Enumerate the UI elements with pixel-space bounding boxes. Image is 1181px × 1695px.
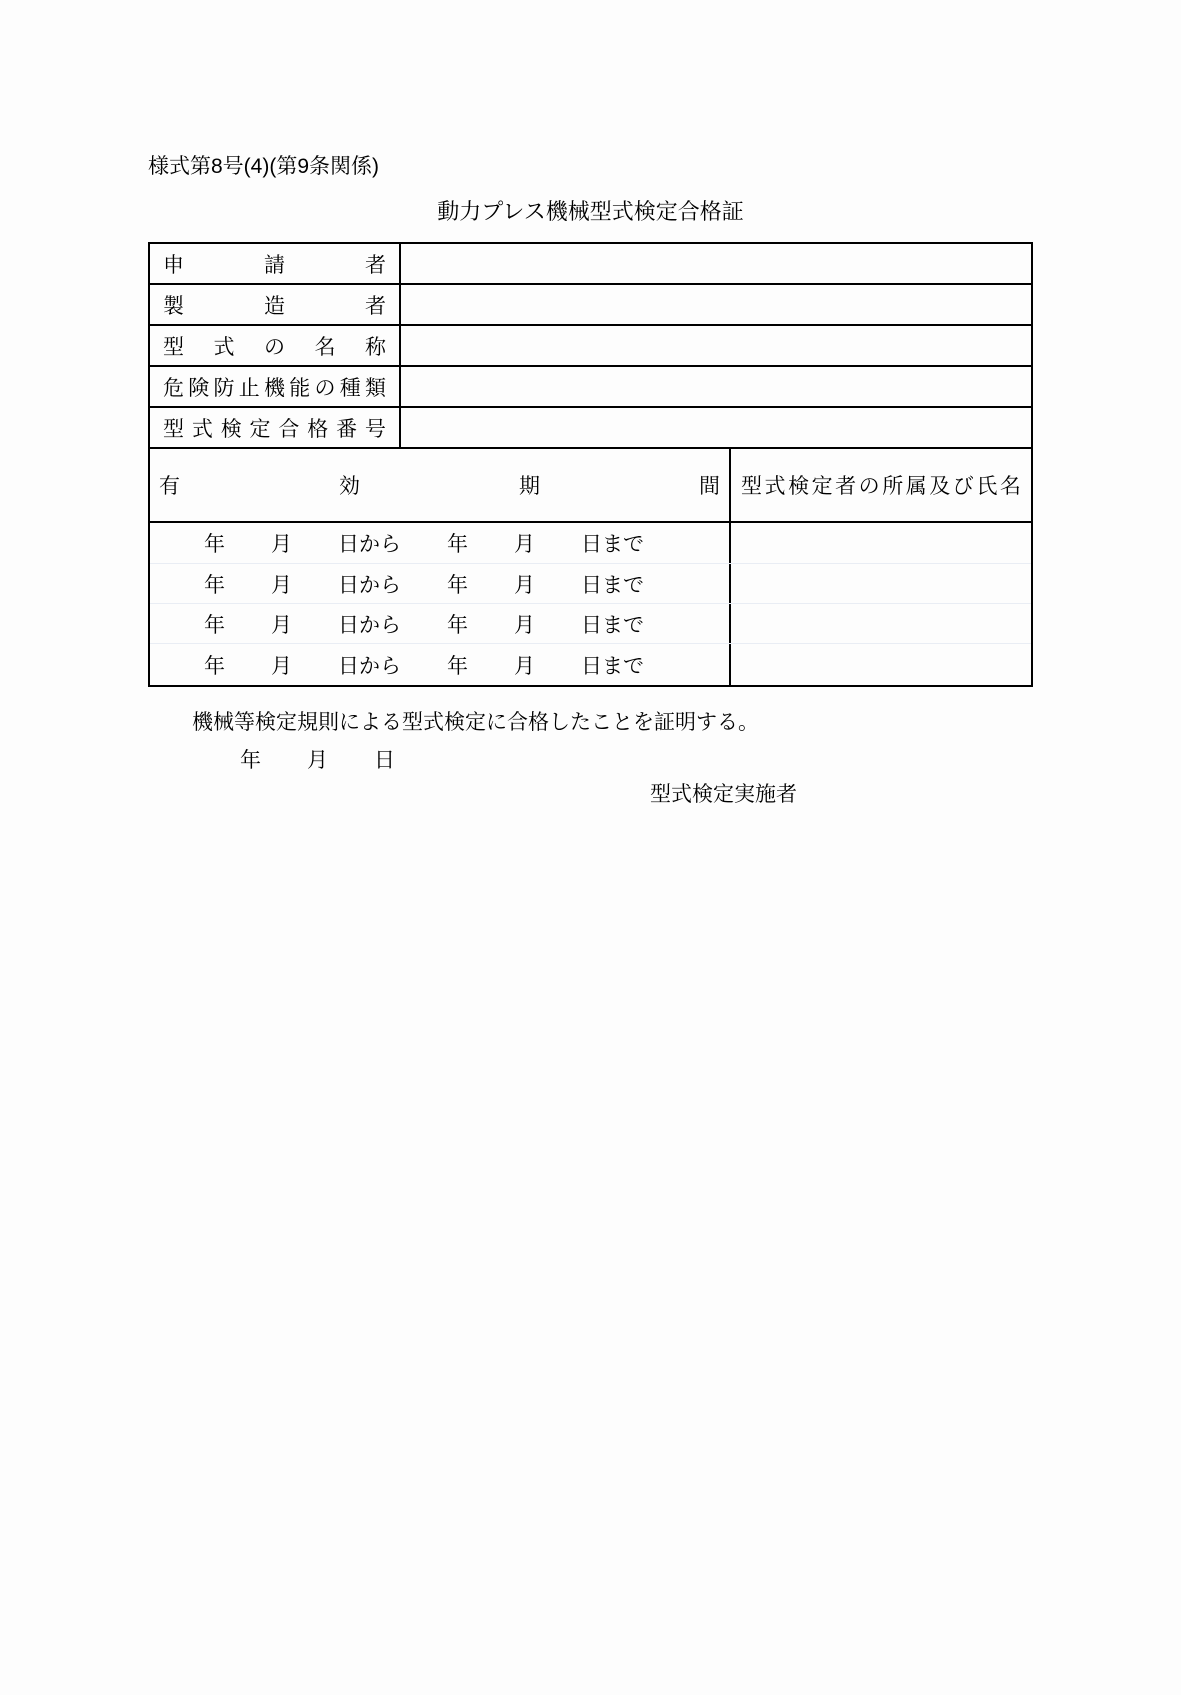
examiner-value-cell — [731, 564, 1031, 603]
table-row-manufacturer — [150, 285, 1031, 326]
applicant-label: 申 請 者 — [150, 244, 401, 283]
year-label: 年 — [204, 613, 225, 637]
validity-date-cell — [150, 644, 731, 685]
table-row-safety-function-type — [150, 367, 1031, 408]
day-from-label: 日から — [338, 613, 401, 637]
month-label: 月 — [271, 533, 292, 556]
day-until-label: 日まで — [581, 573, 644, 597]
model-name-label: 型 式 の 名 称 — [150, 326, 401, 365]
validity-date-row — [150, 523, 1031, 563]
day-from-label: 日から — [338, 654, 401, 678]
validity-date-row — [150, 603, 1031, 643]
year-label: 年 — [204, 573, 225, 597]
safety-function-type-label: 危 険 防 止 機 能 の 種 類 — [150, 367, 401, 406]
month-label: 月 — [271, 613, 292, 637]
validity-date-cell — [150, 604, 731, 643]
month-label: 月 — [514, 654, 535, 678]
document-title: 動力プレス機械型式検定合格証 — [437, 199, 744, 224]
model-name-value-cell — [401, 326, 1031, 365]
certification-issuer-label: 型式検定実施者 — [650, 783, 797, 806]
validity-date-row — [150, 563, 1031, 603]
year-label: 年 — [204, 533, 225, 556]
certification-number-value-cell — [401, 408, 1031, 447]
year-label: 年 — [204, 654, 225, 678]
year-label: 年 — [240, 749, 261, 772]
examiner-value-cell — [731, 523, 1031, 563]
year-label: 年 — [447, 573, 468, 597]
safety-function-type-value-cell — [401, 367, 1031, 406]
year-label: 年 — [447, 613, 468, 637]
manufacturer-label: 製 造 者 — [150, 285, 401, 324]
year-label: 年 — [447, 654, 468, 678]
year-label: 年 — [447, 533, 468, 556]
issue-date-line — [240, 744, 395, 774]
month-label: 月 — [271, 654, 292, 678]
day-until-label: 日まで — [581, 654, 644, 678]
validity-period-header-row — [150, 449, 1031, 523]
day-from-label: 日から — [338, 573, 401, 597]
day-from-label: 日から — [338, 533, 401, 556]
certification-number-label: 型 式 検 定 合 格 番 号 — [150, 408, 401, 447]
validity-date-cell — [150, 523, 731, 563]
validity-date-cell — [150, 564, 731, 603]
day-label: 日 — [374, 749, 395, 772]
table-row-model-name — [150, 326, 1031, 367]
month-label: 月 — [514, 573, 535, 597]
table-row-applicant — [150, 244, 1031, 285]
table-row-certification-number — [150, 408, 1031, 449]
month-label: 月 — [514, 613, 535, 637]
examiner-value-cell — [731, 644, 1031, 685]
month-label: 月 — [514, 533, 535, 556]
month-label: 月 — [307, 749, 328, 772]
day-until-label: 日まで — [581, 533, 644, 556]
day-until-label: 日まで — [581, 613, 644, 637]
examiner-affiliation-name-header: 型 式 検 定 者 の 所 属 及 び 氏 名 — [741, 475, 1021, 498]
certification-statement: 機械等検定規則による型式検定に合格したことを証明する。 — [192, 711, 759, 734]
form-number: 様式第8号(4)(第9条関係) — [148, 155, 380, 178]
validity-period-label: 有 効 期 間 — [150, 449, 731, 521]
certificate-table — [148, 242, 1033, 687]
applicant-value-cell — [401, 244, 1031, 283]
manufacturer-value-cell — [401, 285, 1031, 324]
examiner-value-cell — [731, 604, 1031, 643]
month-label: 月 — [271, 573, 292, 597]
validity-date-row — [150, 643, 1031, 685]
